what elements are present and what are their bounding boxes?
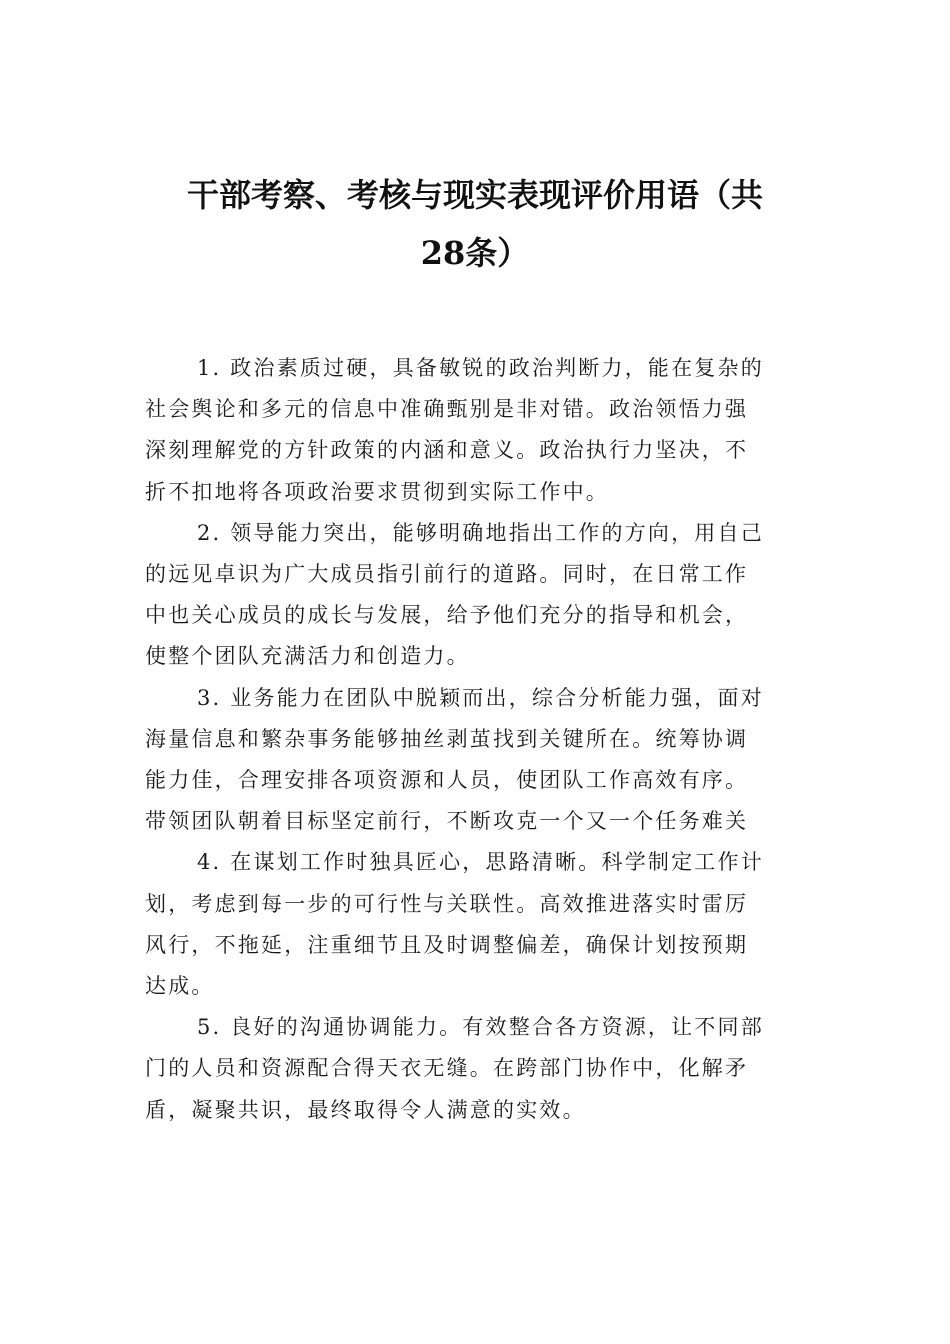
paragraph-line: 风行，不拖延，注重细节且及时调整偏差，确保计划按预期 xyxy=(145,932,749,957)
paragraph-line: 深刻理解党的方针政策的内涵和意义。政治执行力坚决，不 xyxy=(145,438,749,463)
paragraph-line: 海量信息和繁杂事务能够抽丝剥茧找到关键所在。统筹协调 xyxy=(145,726,749,751)
paragraph-line: 达成。 xyxy=(145,974,215,999)
paragraph-line: 使整个团队充满活力和创造力。 xyxy=(145,644,470,669)
paragraph-line: 盾，凝聚共识，最终取得令人满意的实效。 xyxy=(145,1097,586,1122)
paragraph-line: 门的人员和资源配合得天衣无缝。在跨部门协作中，化解矛 xyxy=(145,1056,749,1081)
paragraph-line: 5. 良好的沟通协调能力。有效整合各方资源，让不同部 xyxy=(197,1015,764,1040)
paragraph-line: 能力佳，合理安排各项资源和人员，使团队工作高效有序。 xyxy=(145,768,749,793)
paragraph-line: 4. 在谋划工作时独具匠心，思路清晰。科学制定工作计 xyxy=(197,850,764,875)
paragraph-line: 1. 政治素质过硬，具备敏锐的政治判断力，能在复杂的 xyxy=(197,356,764,380)
paragraph-line: 折不扣地将各项政治要求贯彻到实际工作中。 xyxy=(145,479,609,504)
paragraph-5 xyxy=(145,1007,810,1131)
paragraph-3 xyxy=(145,678,810,843)
paragraph-line: 划，考虑到每一步的可行性与关联性。高效推进落实时雷厉 xyxy=(145,891,749,916)
document-body xyxy=(145,348,810,1131)
paragraph-line: 社会舆论和多元的信息中准确甄别是非对错。政治领悟力强 xyxy=(145,397,749,422)
paragraph-line: 中也关心成员的成长与发展，给予他们充分的指导和机会， xyxy=(145,603,749,628)
document-title-line-2: 28条） xyxy=(420,234,530,272)
paragraph-4 xyxy=(145,842,810,1007)
paragraph-line: 带领团队朝着目标坚定前行，不断攻克一个又一个任务难关 xyxy=(145,809,749,834)
document-title-line-1: 干部考察、考核与现实表现评价用语（共 xyxy=(186,176,763,214)
document-title xyxy=(145,166,805,282)
paragraph-line: 的远见卓识为广大成员指引前行的道路。同时，在日常工作 xyxy=(145,562,749,587)
paragraph-line: 2. 领导能力突出，能够明确地指出工作的方向，用自己 xyxy=(197,520,764,545)
paragraph-2 xyxy=(145,513,810,678)
paragraph-line: 3. 业务能力在团队中脱颖而出，综合分析能力强，面对 xyxy=(197,685,764,710)
paragraph-1 xyxy=(145,348,810,513)
